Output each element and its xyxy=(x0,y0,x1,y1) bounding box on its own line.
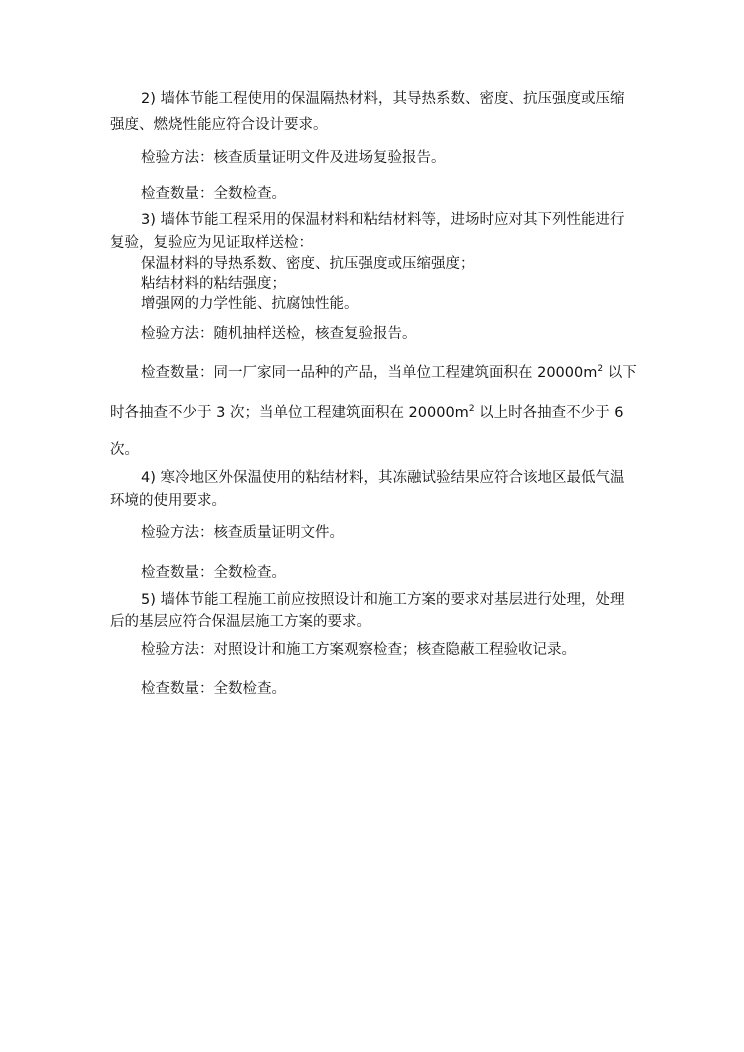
item-4-quantity: 检查数量：全数检查。 xyxy=(141,565,286,581)
item-3-sub-3: 增强网的力学性能、抗腐蚀性能。 xyxy=(141,296,359,312)
superscript-2: 2 xyxy=(597,364,604,374)
item-3-quantity-line-2 xyxy=(110,403,624,423)
item-2-method: 检验方法：核查质量证明文件及进场复验报告。 xyxy=(141,150,446,166)
item-3-line-2: 复验，复验应为见证取样送检： xyxy=(110,235,313,251)
item-3-sub-1: 保温材料的导热系数、密度、抗压强度或压缩强度； xyxy=(141,256,475,272)
quantity-text-1: 检查数量：同一厂家同一品种的产品，当单位工程建筑面积在 20000m xyxy=(141,365,598,381)
item-2-quantity: 检查数量：全数检查。 xyxy=(141,186,286,202)
item-2-line-1: 2) 墙体节能工程使用的保温隔热材料，其导热系数、密度、抗压强度或压缩 xyxy=(141,91,625,107)
quantity-text-4: 以上时各抽查不少于 6 xyxy=(474,405,624,421)
superscript-2b: 2 xyxy=(468,404,475,414)
item-5-quantity: 检查数量：全数检查。 xyxy=(141,681,286,697)
quantity-text-3: 时各抽查不少于 3 次；当单位工程建筑面积在 20000m xyxy=(110,405,469,421)
item-4-method: 检验方法：核查质量证明文件。 xyxy=(141,525,344,541)
item-3-sub-2: 粘结材料的粘结强度； xyxy=(141,276,286,292)
item-3-quantity-line-3: 次。 xyxy=(110,442,139,458)
quantity-text-2: 以下 xyxy=(603,365,637,381)
item-4-line-2: 环境的使用要求。 xyxy=(110,493,226,509)
item-3-line-1: 3) 墙体节能工程采用的保温材料和粘结材料等，进场时应对其下列性能进行 xyxy=(141,212,625,228)
item-3-quantity-line-1 xyxy=(141,363,637,383)
item-5-method: 检验方法：对照设计和施工方案观察检查；核查隐蔽工程验收记录。 xyxy=(141,642,576,658)
item-5-line-2: 后的基层应符合保温层施工方案的要求。 xyxy=(110,614,371,630)
item-4-line-1: 4) 寒冷地区外保温使用的粘结材料，其冻融试验结果应符合该地区最低气温 xyxy=(141,470,625,486)
item-5-line-1: 5) 墙体节能工程施工前应按照设计和施工方案的要求对基层进行处理，处理 xyxy=(141,592,625,608)
item-2-line-2: 强度、燃烧性能应符合设计要求。 xyxy=(110,117,328,133)
item-3-method: 检验方法：随机抽样送检，核查复验报告。 xyxy=(141,326,417,342)
